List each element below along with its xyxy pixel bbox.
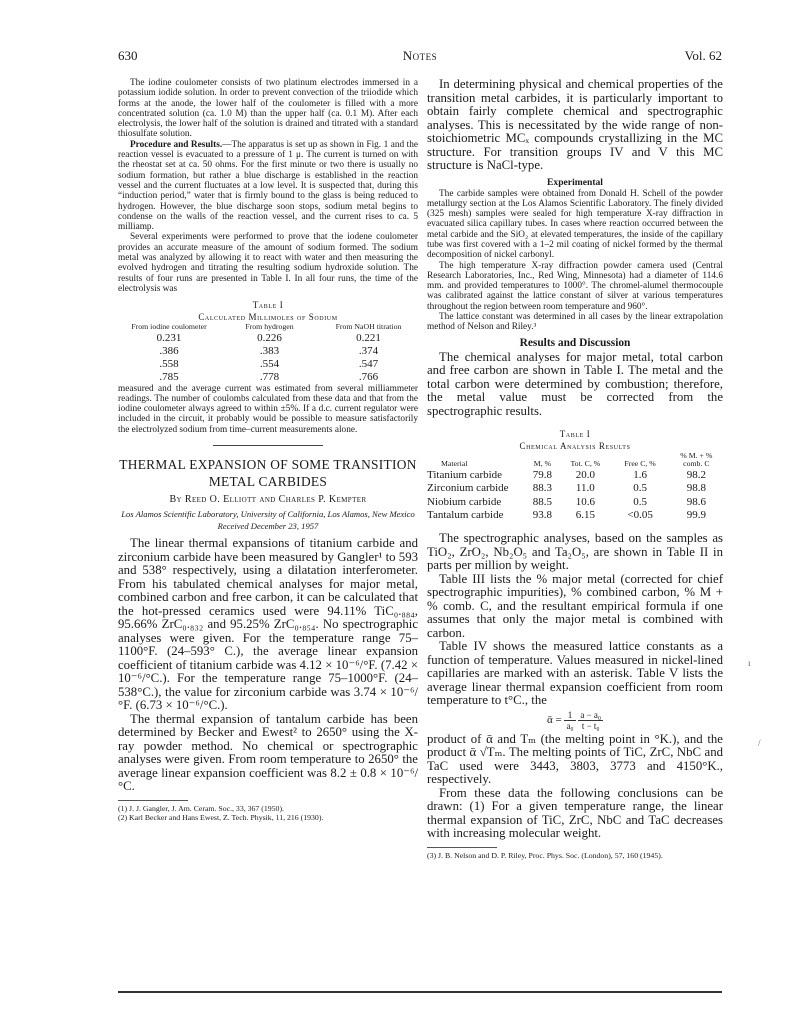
expansion-formula xyxy=(427,710,723,731)
paragraph: The spectrographic analyses, based on the samples as TiO₂, ZrO₂, Nb₂O₅ and Ta₂O₅, are shown in Table II in parts per million by weight. xyxy=(427,531,723,573)
table-caption: Chemical Analysis Results xyxy=(519,441,631,452)
table-header: From iodine coulometer xyxy=(131,322,207,332)
table-row xyxy=(118,371,418,384)
byline: By Reed O. Elliott and Charles P. Kempter xyxy=(169,494,367,506)
table-cell: Titanium carbide xyxy=(427,468,503,481)
table-cell: 0.221 xyxy=(356,331,381,344)
footnote: (1) J. J. Gangler, J. Am. Ceram. Soc., 33, 367 (1950). xyxy=(118,803,284,813)
procedure-paragraph xyxy=(118,140,418,233)
table-cell: 98.8 xyxy=(686,482,706,495)
table-header: % M. + % comb. C xyxy=(680,451,713,469)
table1-block xyxy=(118,299,418,383)
table-cell: .386 xyxy=(159,344,179,357)
footnote-rule xyxy=(427,847,497,848)
table-row xyxy=(118,332,418,345)
article-title: THERMAL EXPANSION OF SOME TRANSITION METAL CARBIDES xyxy=(119,457,417,490)
paragraph: The linear thermal expansions of titanium carbide and zirconium carbide have been measured by Gangler¹ to 593 and 538° respectively, using a dilatation interferometer. From his tabulated chemical analyses for major metal, combined carbon and free carbon, it can be calculated that the hot-pressed ceramics used were 94.11% TiC₀.₈₈₄, 95.66% ZrC₀.₈₃₂ and 95.25% ZrC₀.₈₅₄. No spectrographic analyses were given. For the temperature range 75–1100°F. (24–593° C.), the average linear expansion coefficient of titanium carbide was 4.12 × 10⁻⁶/°F. (7.42 × 10⁻⁶/°C.). For the temperature range 75–1000°F. (24–538°C.), the value for zirconium carbide was 3.74 × 10⁻⁶/°F. (6.73 × 10⁻⁶/°C.). xyxy=(118,536,418,713)
table-cell: 0.5 xyxy=(633,482,647,495)
table-row xyxy=(118,358,418,371)
paragraph: The chemical analyses for major metal, total carbon and free carbon are shown in Table I. The metal and the total carbon were determined by combustion; therefore, the metal value must be corrected from the spectrographic results. xyxy=(427,349,723,418)
table-cell: .374 xyxy=(358,344,379,357)
formula-denominator: t − t₀ xyxy=(581,720,600,731)
table-cell: 79.8 xyxy=(532,468,553,481)
table-header: From NaOH titration xyxy=(335,322,402,332)
paragraph: The lattice constant was determined in all cases by the linear extrapolation method of Nelson and Riley.³ xyxy=(427,312,723,333)
procedure-heading: Procedure and Results. xyxy=(130,139,223,150)
table-caption: Calculated Millimoles of Sodium xyxy=(198,312,338,323)
table-cell: 98.6 xyxy=(686,495,706,508)
table-cell: .547 xyxy=(358,357,379,370)
table-cell: Niobium carbide xyxy=(427,495,502,508)
footnote: (3) J. B. Nelson and D. P. Riley, Proc. Phys. Soc. (London), 57, 160 (1945). xyxy=(427,850,663,860)
table-cell: 98.2 xyxy=(686,468,706,481)
table-cell: 11.0 xyxy=(575,482,595,495)
table-cell: 88.3 xyxy=(532,482,553,495)
table-label: Table I xyxy=(252,300,284,311)
procedure-text: —The apparatus is set up as shown in Fig. 1 and the reaction vessel is evacuated to a pressure of 1 μ. The current is turned on with the rheostat set at ca. 50 ohms. For the first minute or two there is usually no sodium formation, but rather a blue discharge is established in the reaction vessel and the current fluctuates at a low level. It is suspected that, during this “induction period,” water that is firmly bound to the glass is being reduced to hydrogen. However, the blue discharge soon stops, sodium metal begins to condense on the walls of the reaction vessel, and the current rises to ca. 5 milliamp. xyxy=(118,139,418,233)
paragraph: In determining physical and chemical properties of the transition metal carbides, it is particularly important to obtain fairly complete chemical and spectrographic analyses. This is necessitated by the wide range of non-stoichiometric MCₓ compounds crystallizing in the MC structure. For transition groups IV and V this MC structure is NaCl-type. xyxy=(427,77,723,172)
table-cell: .383 xyxy=(259,344,280,357)
paragraph: The thermal expansion of tantalum carbide has been determined by Becker and Ewest² to 2650° using the X-ray powder method. No chemical or spectrographic analyses were given. From room temperature to 2650° the average linear expansion coefficient was 8.2 ± 0.8 × 10⁻⁶/°C. xyxy=(118,711,418,794)
paragraph: product of ᾱ and Tₘ (the melting point in °K.), and the product ᾱ √Tₘ. The melting points of TiC, ZrC, NbC and TaC used were 3443, 3803, 3773 and 4150°K., respectively. xyxy=(427,731,723,787)
table-header: Material xyxy=(441,459,468,469)
table-cell: 10.6 xyxy=(575,495,595,508)
formula-numerator: a − a₀ xyxy=(580,709,602,720)
volume-label: Vol. 62 xyxy=(684,48,722,63)
formula-fraction xyxy=(578,710,603,731)
table-cell: 88.5 xyxy=(532,495,553,508)
table-cell: <0.05 xyxy=(627,508,653,521)
table-header: Tot. C, % xyxy=(570,459,601,469)
table-row xyxy=(427,509,723,522)
results-heading: Results and Discussion xyxy=(519,336,631,349)
table-row xyxy=(427,469,723,482)
table2 xyxy=(427,452,723,522)
table-row xyxy=(118,345,418,358)
footnote-rule xyxy=(118,800,188,801)
table-cell: 1.6 xyxy=(633,468,647,481)
affiliation: Los Alamos Scientific Laboratory, University of California, Los Alamos, New Mexico xyxy=(121,509,415,520)
page-bottom-rule xyxy=(118,991,722,993)
paragraph: measured and the average current was estimated from several milliammeter readings. The number of coulombs calculated from these data and that from the iodine coulometer always agreed to within ±5%. If a d.c. current regulator were included in the circuit, it probably would be possible to measure satisfactorily the electrolyzed sodium from time–current measurements alone. xyxy=(118,383,418,435)
table-cell: .778 xyxy=(259,370,280,383)
received-date: Received December 23, 1957 xyxy=(217,521,319,532)
table-cell: 93.8 xyxy=(532,508,553,521)
formula-lhs: ᾱ = xyxy=(546,713,562,726)
table-cell: Zirconium carbide xyxy=(427,482,509,495)
page-number: 630 xyxy=(118,48,138,63)
paragraph: The high temperature X-ray diffraction powder camera used (Central Research Laboratories, Inc., Red Wing, Minnesota) had a diameter of 114.6 mm. and provided temperatures to 1000°. The chromel-alumel thermocouple was calibrated against the lattice constant of silver at various temperatures throughout the region between room temperature and 960°. xyxy=(427,260,723,312)
table-row xyxy=(427,496,723,509)
table-cell: 99.9 xyxy=(686,508,706,521)
paragraph: Several experiments were performed to prove that the iodene coulometer provides an accurate measure of the amount of sodium formed. The sodium metal was analyzed by allowing it to react with water and then measuring the evolved hydrogen and titrating the resulting sodium hydroxide solution. The results of four runs are presented in Table I. In all four runs, the time of the electrolysis was xyxy=(118,232,418,294)
running-head: Notes xyxy=(402,48,438,63)
right-column xyxy=(427,78,723,860)
experimental-heading: Experimental xyxy=(547,176,603,188)
formula-fraction xyxy=(564,710,575,731)
table1 xyxy=(118,323,418,383)
table-cell: .558 xyxy=(159,357,179,370)
table-cell: 20.0 xyxy=(575,468,595,481)
page-header xyxy=(118,48,722,64)
table-label: Table I xyxy=(559,429,591,440)
section-divider xyxy=(213,445,323,446)
table-cell: Tantalum carbide xyxy=(427,508,504,521)
paragraph: The iodine coulometer consists of two platinum electrodes immersed in a potassium iodide solution. In order to prevent convection of the triiodide which forms at the anode, the lower half of the coulometer is filled with a more concentrated solution (ca. 1.0 M) than the upper half (ca. 0.1 M). After each electrolysis, the lower half of the solution is drained and titrated with a standard thiosulfate solution. xyxy=(118,78,418,140)
table-cell: .766 xyxy=(358,370,379,383)
table-cell: 0.5 xyxy=(633,495,647,508)
table-cell: .785 xyxy=(159,370,179,383)
table-header: Free C, % xyxy=(624,459,656,469)
footnote: (2) Karl Becker and Hans Ewest, Z. Tech. Physik, 11, 216 (1930). xyxy=(118,812,324,822)
formula-denominator: a₀ xyxy=(566,720,574,731)
table-cell: 0.231 xyxy=(156,331,182,344)
table-header: From hydrogen xyxy=(245,322,294,332)
margin-tick-mark: / xyxy=(758,738,761,748)
left-column xyxy=(118,78,418,822)
paragraph: The carbide samples were obtained from Donald H. Schell of the powder metallurgy section at the Los Alamos Scientific Laboratory. The finely divided (325 mesh) samples were sealed for high temperature X-ray diffraction in evacuated silica capillary tubes. In cases where reaction occurred between the metal carbide and the SiO₂ at elevated temperatures, the inside of the capillary tube was first covered with a 1–2 mil coating of nickel formed by the thermal decomposition of nickel carbonyl. xyxy=(427,188,723,261)
paragraph: From these data the following conclusions can be drawn: (1) For a given temperature range, the linear thermal expansion of TiC, ZrC, NbC and TaC decreases with increasing molecular weight. xyxy=(427,785,723,841)
table2-block xyxy=(427,428,723,522)
table-row xyxy=(427,482,723,495)
paragraph: Table III lists the % major metal (corrected for chief spectrographic impurities), % combined carbon, % M + % comb. C, and the resultant empirical formula if one assumes that only the major metal is combined with carbon. xyxy=(427,571,723,640)
table-cell: .554 xyxy=(259,357,280,370)
formula-numerator: 1 xyxy=(564,710,575,721)
table-cell: 6.15 xyxy=(575,508,595,521)
table-cell: 0.226 xyxy=(257,331,282,344)
paragraph: Table IV shows the measured lattice constants as a function of temperature. Values measured in nickel-lined capillaries are marked with an asterisk. Table V lists the average linear thermal expansion coefficient from room temperature to t°C., the xyxy=(427,639,723,708)
table-header: M, % xyxy=(533,459,552,469)
margin-tick-mark: ı xyxy=(748,658,751,668)
